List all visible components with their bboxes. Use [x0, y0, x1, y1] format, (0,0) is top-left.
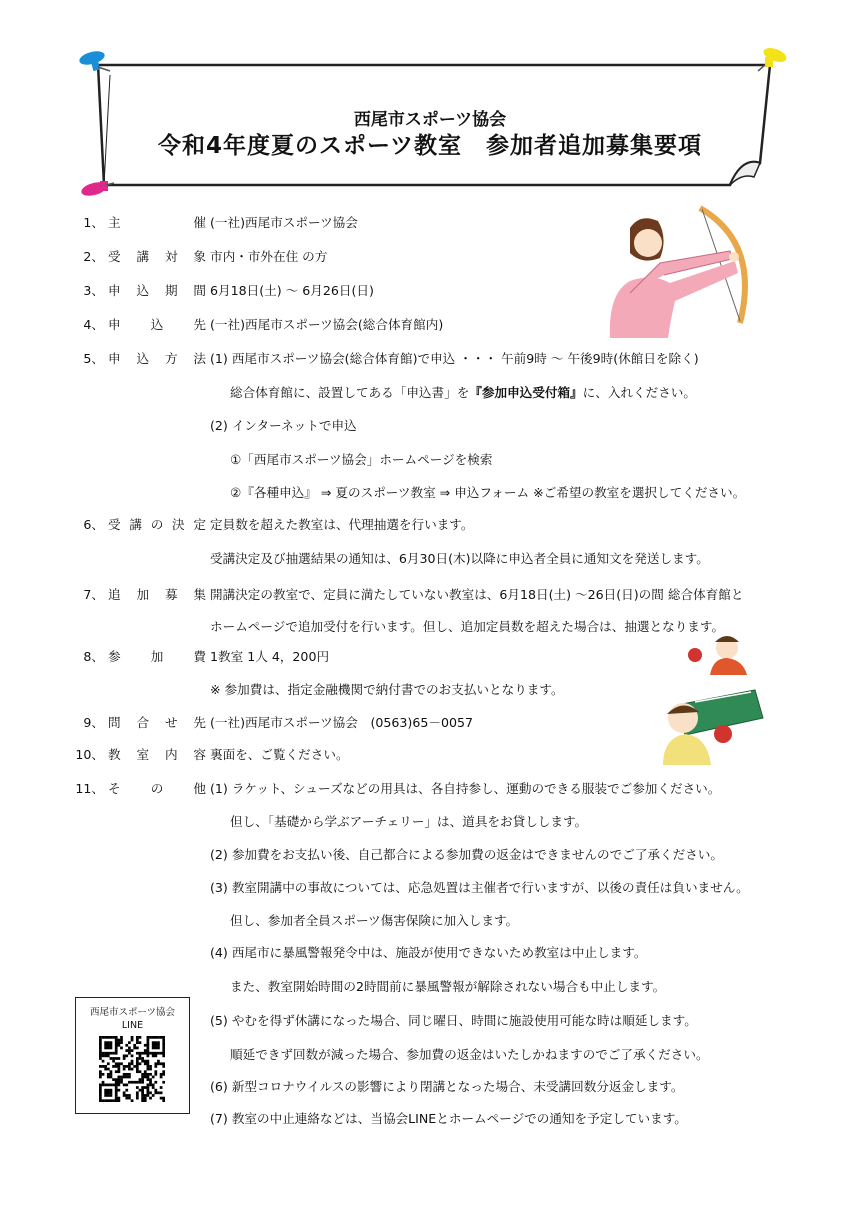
table-tennis-illustration — [655, 630, 765, 765]
item-label: 参 加 費 — [108, 649, 206, 664]
item-text-line: (7) 教室の中止連絡などは、当協会LINEとホームページでの通知を予定しています。 — [210, 1111, 687, 1126]
pushpin-yellow-icon — [758, 45, 788, 71]
item-text-line: 但し、「基礎から学ぶアーチェリー」は、道具をお貸しします。 — [230, 814, 588, 829]
qr-code-icon[interactable] — [99, 1036, 165, 1102]
item-text-line: また、教室開始時間の2時間前に暴風警報が解除されない場合も中止します。 — [230, 979, 666, 994]
item-text-line: (一社)西尾市スポーツ協会 — [210, 215, 358, 230]
qr-caption-line: LINE — [121, 1020, 144, 1031]
item-text-line: (5) やむを得ず休講になった場合、同じ曜日、時間に施設使用可能な時は順延します。 — [210, 1013, 697, 1028]
item-number: 4、 — [83, 317, 104, 332]
item-number: 10、 — [75, 747, 104, 762]
item-text-line: 総合体育館に、設置してある「申込書」を『参加申込受付箱』に、入れください。 — [230, 385, 696, 400]
item-label: 受 講 の 決 定 — [108, 517, 206, 532]
item-label: 追 加 募 集 — [108, 587, 206, 602]
item-text-line: 6月18日(土) ～ 6月26日(日) — [210, 283, 374, 298]
item-label: 教 室 内 容 — [108, 747, 206, 762]
item-text-line: 市内・市外在住 の方 — [210, 249, 328, 264]
item-number: 11、 — [75, 781, 104, 796]
archer-illustration — [590, 203, 760, 338]
item-label: 申 込 期 間 — [108, 283, 206, 298]
item-text-line: 1教室 1人 4，200円 — [210, 649, 330, 664]
title-banner — [70, 45, 790, 205]
item-text-line: (1) 西尾市スポーツ協会(総合体育館)で申込 ・・・ 午前9時 ～ 午後9時(休館日を除く) — [210, 351, 699, 366]
item-text-line: 受講決定及び抽選結果の通知は、6月30日(木)以降に申込者全員に通知文を発送します。 — [210, 551, 709, 566]
item-number: 6、 — [83, 517, 104, 532]
item-number: 1、 — [83, 215, 104, 230]
item-text-line: 定員数を超えた教室は、代理抽選を行います。 — [210, 517, 474, 532]
item-label: 申 込 方 法 — [108, 351, 206, 366]
item-label: 問 合 せ 先 — [108, 715, 206, 730]
item-label: 申 込 先 — [108, 317, 206, 332]
item-number: 7、 — [83, 587, 104, 602]
item-number: 5、 — [83, 351, 104, 366]
item-text-line: ※ 参加費は、指定金融機関で納付書でのお支払いとなります。 — [210, 682, 564, 697]
item-number: 9、 — [83, 715, 104, 730]
item-label: そ の 他 — [108, 781, 206, 796]
item-text-line: (一社)西尾市スポーツ協会 (0563)65－0057 — [210, 715, 473, 730]
item-text-line: (2) インターネットで申込 — [210, 418, 357, 433]
item-number: 8、 — [83, 649, 104, 664]
item-text-line: 開講決定の教室で、定員に満たしていない教室は、6月18日(土) ～26日(日)の間 総合体育館と — [210, 587, 744, 602]
application-box-name: 『参加申込受付箱』 — [469, 385, 583, 400]
item-number: 2、 — [83, 249, 104, 264]
item-text-line: ①「西尾市スポーツ協会」ホームページを検索 — [230, 452, 493, 467]
item-label: 主 催 — [108, 215, 206, 230]
item-number: 3、 — [83, 283, 104, 298]
item-text-line: 但し、参加者全員スポーツ傷害保険に加入します。 — [230, 913, 519, 928]
item-text-line: (6) 新型コロナウイルスの影響により閉講となった場合、未受講回数分返金します。 — [210, 1079, 684, 1094]
item-text-line: (一社)西尾市スポーツ協会(総合体育館内) — [210, 317, 444, 332]
item-text-line: (2) 参加費をお支払い後、自己都合による参加費の返金はできませんのでご了承ください。 — [210, 847, 723, 862]
item-label: 受 講 対 象 — [108, 249, 206, 264]
qr-caption-org: 西尾市スポーツ協会 — [89, 1007, 176, 1018]
item-text-line: ホームページで追加受付を行います。但し、追加定員数を超えた場合は、抽選となります。 — [210, 619, 725, 634]
item-text-line: 順延できず回数が減った場合、参加費の返金はいたしかねますのでご了承ください。 — [230, 1047, 709, 1062]
item-text-line: 裏面を、ご覧ください。 — [210, 747, 349, 762]
line-qr-box — [75, 997, 190, 1114]
item-text-line: ②『各種申込』 ⇒ 夏のスポーツ教室 ⇒ 申込フォーム ※ご希望の教室を選択してください。 — [230, 485, 746, 500]
item-text-line: (4) 西尾市に暴風警報発令中は、施設が使用できないため教室は中止します。 — [210, 945, 647, 960]
organization-name: 西尾市スポーツ協会 — [353, 110, 507, 130]
item-text-line: (1) ラケット、シューズなどの用具は、各自持参し、運動のできる服装でご参加ください。 — [210, 781, 721, 796]
page-title: 令和4年度夏のスポーツ教室 参加者追加募集要項 — [157, 133, 703, 159]
item-text-line: (3) 教室開講中の事故については、応急処置は主催者で行いますが、以後の責任は負いません。 — [210, 880, 749, 895]
